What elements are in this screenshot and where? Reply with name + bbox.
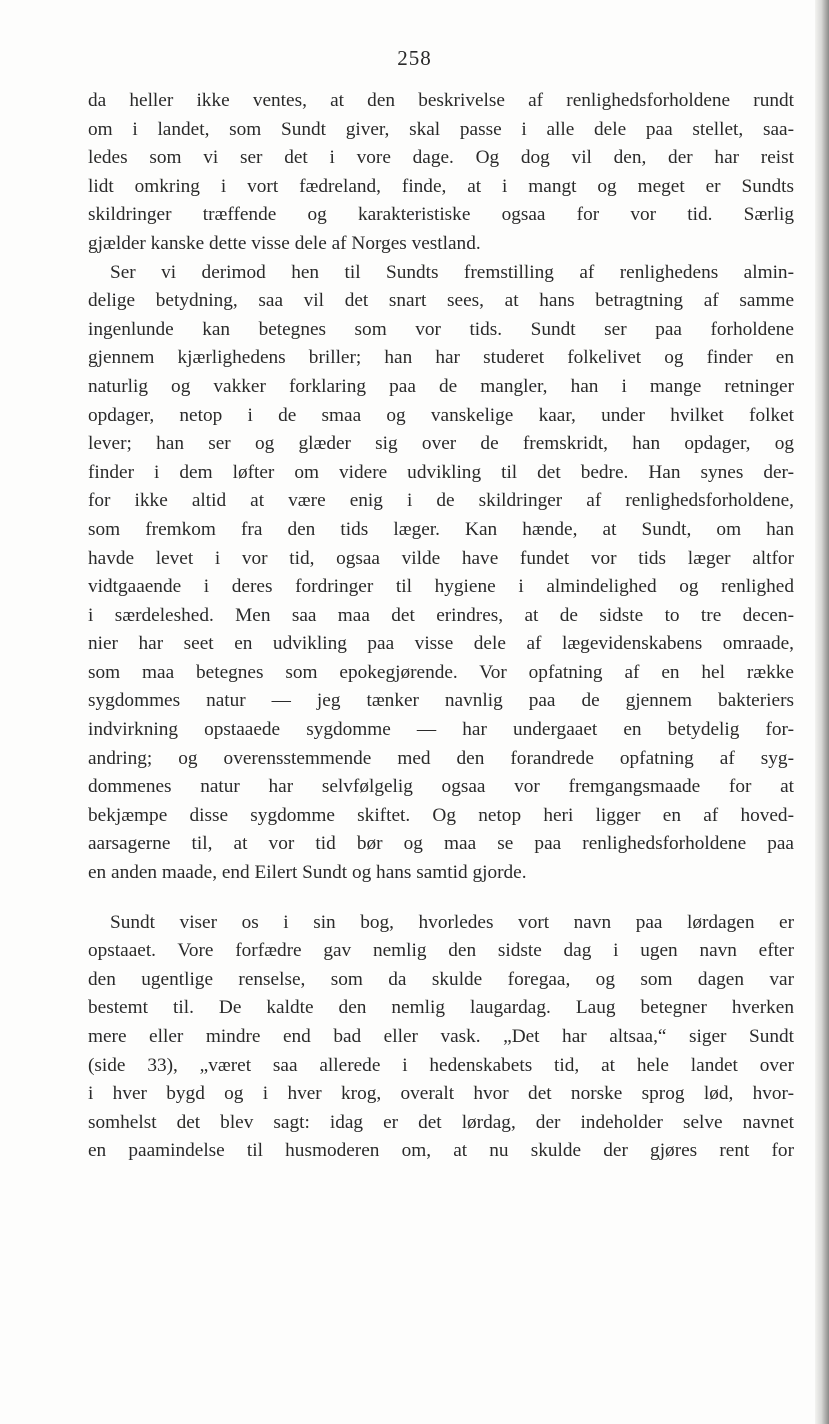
text-line: gjælder kanske dette visse dele af Norges vestland. (88, 232, 481, 254)
text-line: i hver bygd og i hver krog, overalt hvor det norske sprog lød, hvor- (88, 1083, 794, 1105)
text-line: ledes som vi ser det i vore dage. Og dog vil den, der har reist (88, 147, 794, 169)
text-line: aarsagerne til, at vor tid bør og maa se paa renlighedsforholdene paa (88, 833, 794, 855)
text-line: (side 33), „været saa allerede i hedenskabets tid, at hele landet over (88, 1054, 794, 1076)
text-line: delige betydning, saa vil det snart sees, at hans betragtning af samme (88, 290, 794, 312)
text-line: som maa betegnes som epokegjørende. Vor opfatning af en hel række (88, 661, 794, 683)
paragraph-gap (88, 888, 794, 909)
text-line: som fremkom fra den tids læger. Kan hænde, at Sundt, om han (88, 518, 794, 540)
text-line: opstaaet. Vore forfædre gav nemlig den sidste dag i ugen navn efter (88, 940, 794, 962)
text-line: havde levet i vor tid, ogsaa vilde have fundet vor tids læger altfor (88, 547, 794, 569)
text-line: lever; han ser og glæder sig over de fremskridt, han opdager, og (88, 433, 794, 455)
text-line: andring; og overensstemmende med den forandrede opfatning af syg- (88, 747, 794, 769)
text-line: for ikke altid at være enig i de skildringer af renlighedsforholdene, (88, 490, 794, 512)
text-line: bestemt til. De kaldte den nemlig laugardag. Laug betegner hverken (88, 997, 794, 1019)
text-line: lidt omkring i vort fædreland, finde, at i mangt og meget er Sundts (88, 175, 794, 197)
text-line: finder i dem løfter om videre udvikling til det bedre. Han synes der- (88, 461, 794, 483)
text-line: ingenlunde kan betegnes som vor tids. Sundt ser paa forholdene (88, 318, 794, 340)
text-line: den ugentlige renselse, som da skulde foregaa, og som dagen var (88, 968, 794, 990)
text-line: somhelst det blev sagt: idag er det lørdag, der indeholder selve navnet (88, 1111, 794, 1133)
text-line: nier har seet en udvikling paa visse dele af lægevidenskabens omraade, (88, 633, 794, 655)
text-line: en anden maade, end Eilert Sundt og hans samtid gjorde. (88, 862, 527, 884)
text-line: dommenes natur har selvfølgelig ogsaa vor fremgangsmaade for at (88, 776, 794, 798)
text-line: skildringer træffende og karakteristiske ogsaa for vor tid. Særlig (88, 204, 794, 226)
text-line: bekjæmpe disse sygdomme skiftet. Og netop heri ligger en af hoved- (88, 804, 794, 826)
text-line: Ser vi derimod hen til Sundts fremstilling af renlighedens almin- (110, 261, 794, 283)
text-line: indvirkning opstaaede sygdomme — har undergaaet en betydelig for- (88, 719, 794, 741)
text-line: mere eller mindre end bad eller vask. „Det har altsaa,“ siger Sundt (88, 1026, 794, 1047)
body-text (88, 87, 794, 1166)
text-line: gjennem kjærlighedens briller; han har studeret folkelivet og finder en (88, 347, 794, 369)
text-line: i særdeleshed. Men saa maa det erindres, at de sidste to tre decen- (88, 604, 794, 626)
page-edge-shadow (815, 0, 829, 1424)
text-line: vidtgaaende i deres fordringer til hygiene i almindelighed og renlighed (88, 576, 794, 598)
text-line: naturlig og vakker forklaring paa de mangler, han i mange retninger (88, 375, 794, 397)
page-number: 258 (397, 46, 432, 70)
text-line: om i landet, som Sundt giver, skal passe i alle dele paa stellet, saa- (88, 118, 794, 140)
text-line: Sundt viser os i sin bog, hvorledes vort navn paa lørdagen er (110, 911, 794, 933)
paragraph-1 (88, 87, 794, 259)
paragraph-2 (88, 259, 794, 888)
text-line: opdager, netop i de smaa og vanskelige kaar, under hvilket folket (88, 404, 794, 426)
text-line: da heller ikke ventes, at den beskrivelse af renlighedsforholdene rundt (88, 90, 794, 111)
text-line: sygdommes natur — jeg tænker navnlig paa de gjennem bakteriers (88, 690, 794, 712)
paragraph-3 (88, 909, 794, 1166)
text-line: en paamindelse til husmoderen om, at nu skulde der gjøres rent for (88, 1140, 794, 1162)
